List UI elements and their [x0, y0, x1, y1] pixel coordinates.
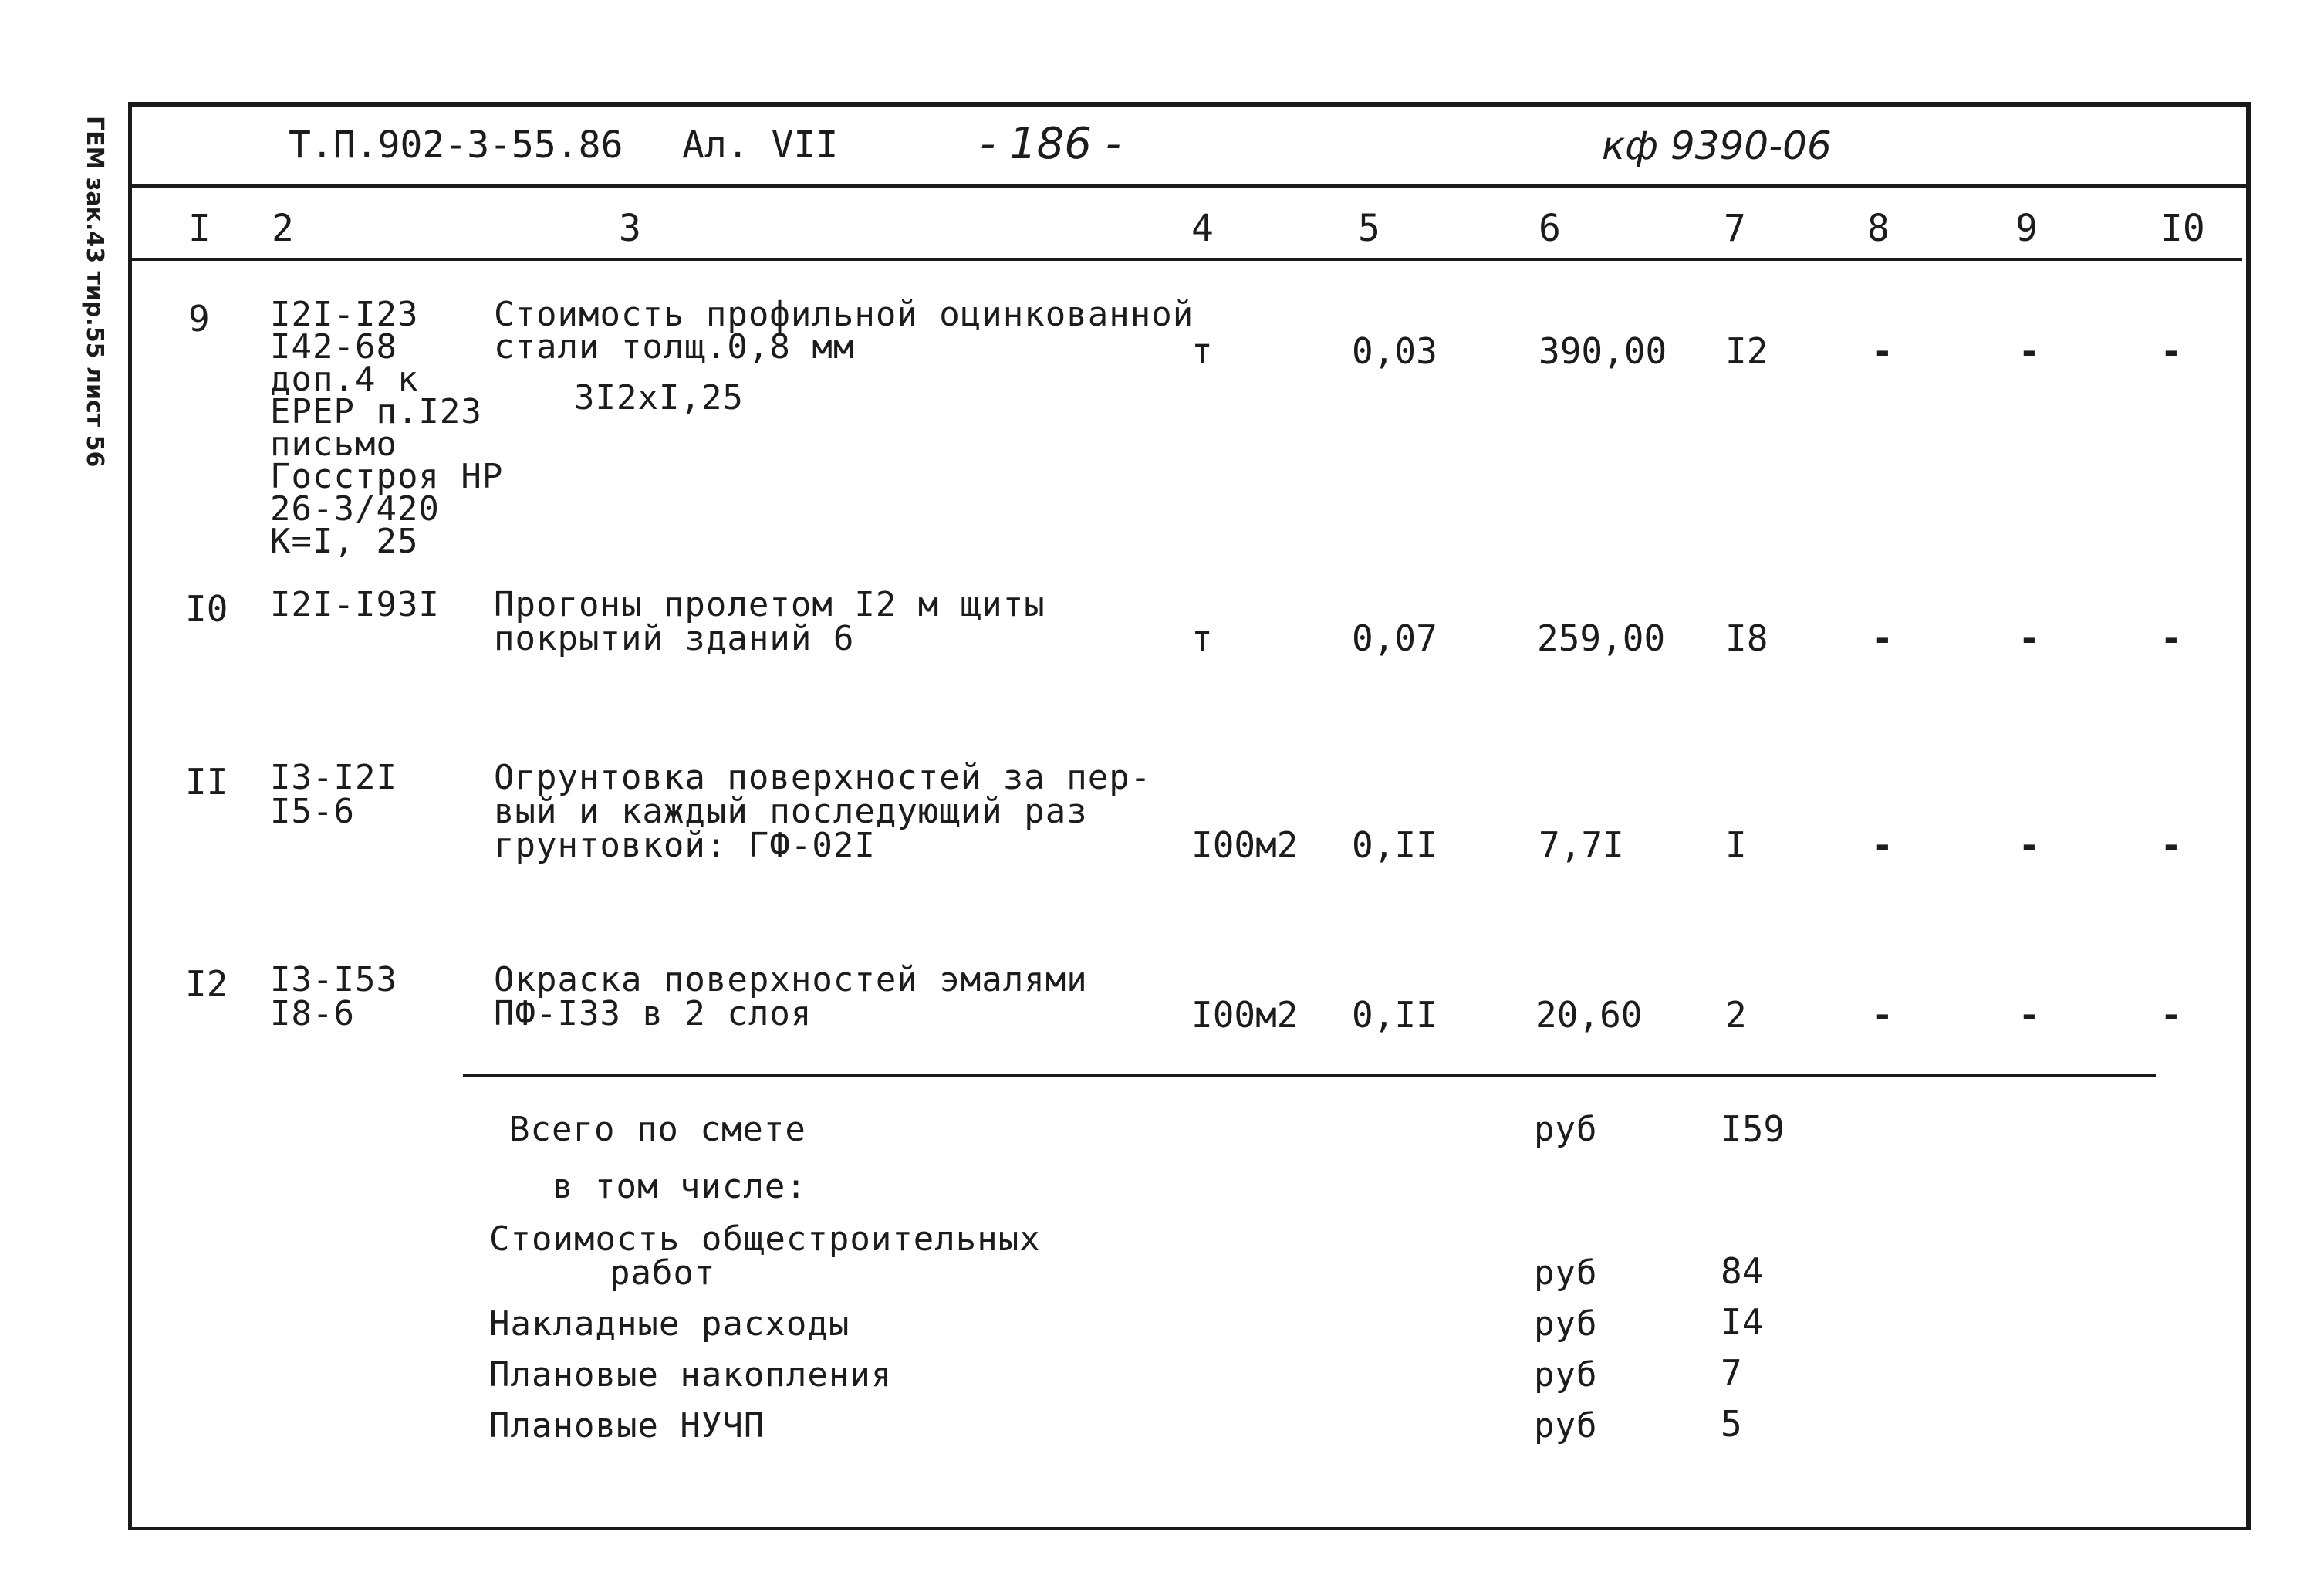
row-description: покрытий зданий 6: [494, 619, 855, 658]
summary-item-value: 7: [1721, 1352, 1742, 1394]
row-code: Госстроя НР: [270, 457, 504, 496]
row-code: К=I, 25: [270, 522, 419, 561]
row-unit: т: [1191, 330, 1213, 372]
row-col10: -: [2160, 824, 2182, 866]
col-6: 6: [1539, 207, 1561, 250]
album-number: Ал. VII: [682, 123, 839, 167]
row-col9: -: [2018, 330, 2040, 372]
row-unit-price: 20,60: [1535, 994, 1643, 1036]
row-quantity: 0,07: [1352, 617, 1437, 659]
summary-item-unit: руб: [1534, 1355, 1598, 1395]
summary-item-label: Стоимость общестроительных: [489, 1219, 1041, 1259]
row-col10: -: [2160, 617, 2182, 659]
row-col8: -: [1872, 824, 1893, 866]
row-quantity: 0,03: [1352, 330, 1437, 372]
row-unit: т: [1191, 617, 1213, 659]
row-code: доп.4 к: [270, 360, 419, 399]
row-code: I3-I2I: [270, 758, 397, 797]
row-description: Прогоны пролетом I2 м щиты: [494, 585, 1045, 624]
col-1: I: [188, 207, 211, 250]
col-10: I0: [2160, 207, 2205, 250]
summary-item-value: 5: [1721, 1403, 1742, 1445]
row-code: I8-6: [270, 994, 355, 1033]
summary-item-unit: руб: [1534, 1253, 1598, 1293]
col-9: 9: [2015, 207, 2038, 250]
row-description: грунтовкой: ГФ-02I: [494, 826, 876, 865]
col-8: 8: [1867, 207, 1890, 250]
row-unit: I00м2: [1191, 824, 1299, 866]
row-description-extra: 3I2хI,25: [574, 378, 744, 418]
page-number: - 186 -: [980, 119, 1121, 169]
row-unit: I00м2: [1191, 994, 1299, 1036]
summary-including: в том числе:: [552, 1167, 807, 1206]
row-quantity: 0,II: [1352, 994, 1437, 1036]
row-col9: -: [2018, 824, 2040, 866]
row-code: I2I-I23: [270, 295, 419, 334]
col-3: 3: [619, 207, 641, 250]
row-col9: -: [2018, 994, 2040, 1036]
row-unit-price: 7,7I: [1539, 824, 1624, 866]
row-total: I2: [1725, 330, 1768, 372]
row-number: I2: [185, 963, 228, 1005]
doc-code: Т.П.902-3-55.86: [289, 123, 623, 167]
side-stamp: [31, 116, 108, 517]
row-code: I42-68: [270, 327, 397, 367]
col-7: 7: [1724, 207, 1746, 250]
row-code: I5-6: [270, 792, 355, 831]
row-code: ЕРЕР п.I23: [270, 392, 482, 431]
summary-item-label: Плановые НУЧП: [489, 1406, 765, 1446]
row-description: стали толщ.0,8 мм: [494, 327, 855, 367]
row-code: письмо: [270, 424, 397, 464]
row-code: 26-3/420: [270, 489, 440, 529]
summary-item-label: Плановые накопления: [489, 1355, 893, 1395]
row-description: Стоимость профильной оцинкованной: [494, 295, 1194, 334]
summary-total-value: I59: [1721, 1108, 1785, 1150]
col-5: 5: [1358, 207, 1380, 250]
column-divider: [128, 258, 2242, 261]
kf-code: кф 9390-06: [1602, 123, 1832, 168]
summary-item-label: Накладные расходы: [489, 1304, 850, 1344]
row-code: I2I-I93I: [270, 585, 440, 624]
summary-item-unit: руб: [1534, 1304, 1598, 1344]
row-code: I3-I53: [270, 960, 397, 999]
row-description: Окраска поверхностей эмалями: [494, 960, 1088, 999]
row-unit-price: 390,00: [1539, 330, 1667, 372]
row-total: 2: [1725, 994, 1747, 1036]
row-total: I: [1725, 824, 1747, 866]
summary-item-label: работ: [610, 1253, 716, 1293]
summary-total-label: Всего по смете: [509, 1110, 806, 1149]
col-4: 4: [1191, 207, 1214, 250]
col-2: 2: [272, 207, 294, 250]
row-total: I8: [1725, 617, 1768, 659]
summary-item-value: I4: [1721, 1301, 1764, 1343]
row-quantity: 0,II: [1352, 824, 1437, 866]
side-stamp-text: ГЕМ зак.43 тир.55 лист 56: [81, 116, 108, 468]
row-unit-price: 259,00: [1537, 617, 1666, 659]
row-number: 9: [188, 298, 210, 340]
row-col8: -: [1872, 330, 1893, 372]
summary-total-unit: руб: [1534, 1110, 1598, 1149]
row-description: ПФ-I33 в 2 слоя: [494, 994, 812, 1033]
summary-item-value: 84: [1721, 1250, 1764, 1292]
row-number: II: [185, 761, 228, 803]
row-description: вый и каждый последующий раз: [494, 792, 1088, 831]
row-col9: -: [2018, 617, 2040, 659]
row-col10: -: [2160, 330, 2182, 372]
row-col10: -: [2160, 994, 2182, 1036]
header-divider: [128, 184, 2250, 188]
row-description: Огрунтовка поверхностей за пер-: [494, 758, 1152, 797]
row-col8: -: [1872, 617, 1893, 659]
summary-item-unit: руб: [1534, 1406, 1598, 1446]
summary-divider: [463, 1074, 2156, 1077]
row-number: I0: [185, 588, 228, 630]
row-col8: -: [1872, 994, 1893, 1036]
column-divider-tick: [131, 258, 153, 260]
